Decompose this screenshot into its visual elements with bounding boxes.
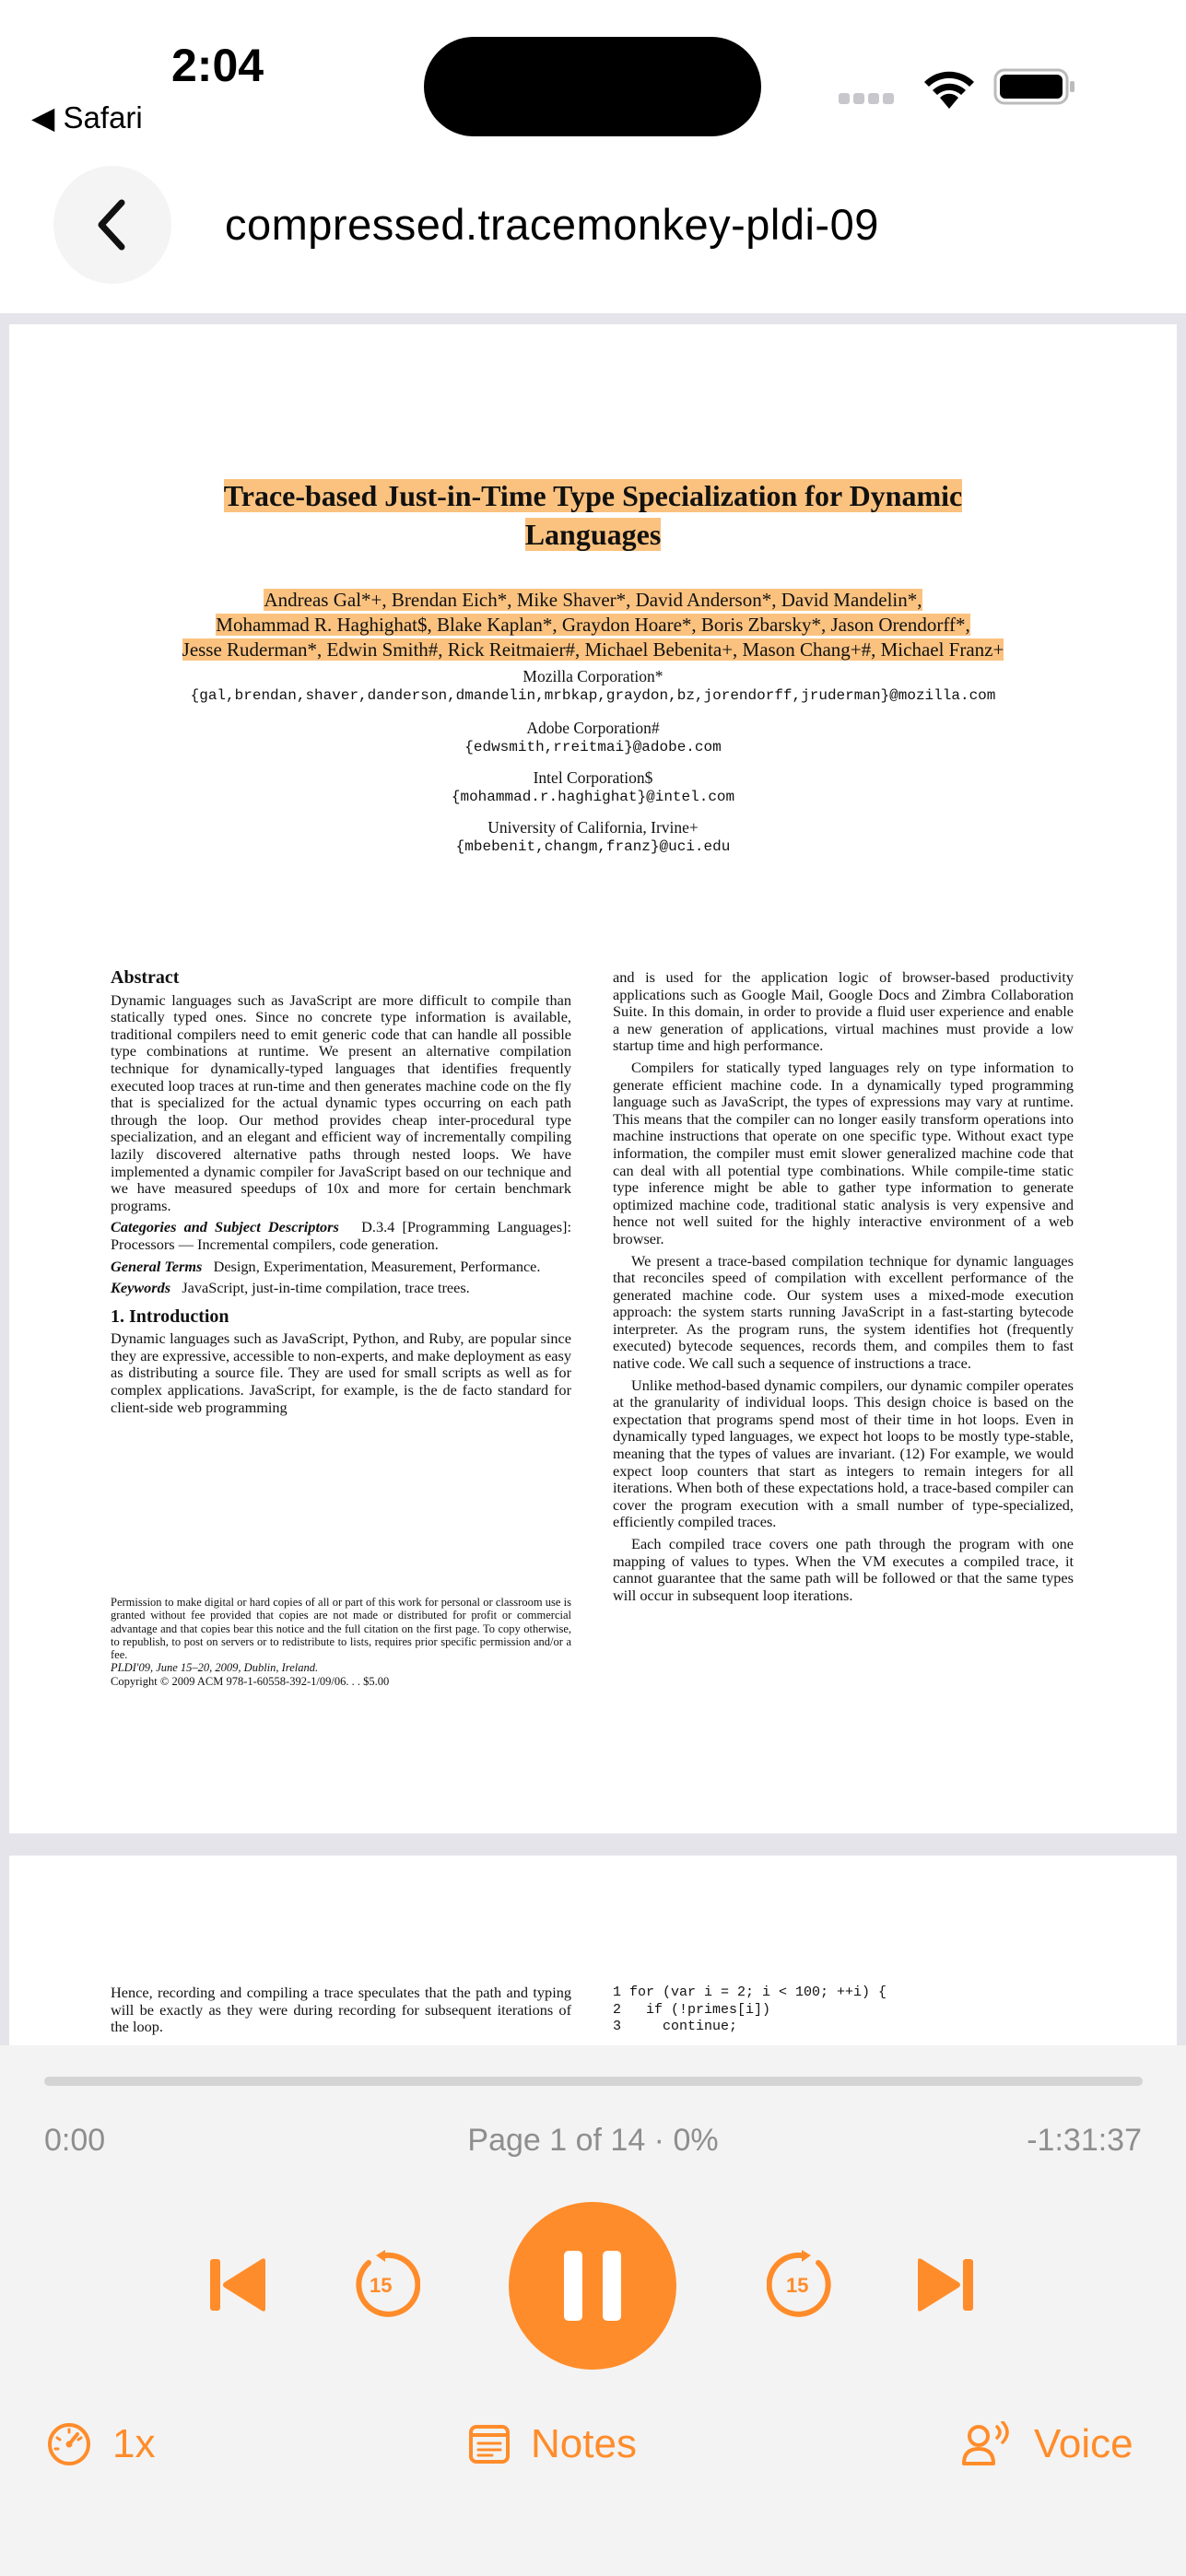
permission-notice (111, 1596, 571, 1688)
affiliation-adobe-email: {edwsmith,rreitmai}@adobe.com (464, 739, 722, 755)
status-time: 2:04 (171, 40, 264, 91)
affiliation-uci-name: University of California, Irvine+ (487, 818, 699, 837)
paper-title (9, 476, 1177, 554)
affiliation-mozilla-name: Mozilla Corporation* (523, 667, 663, 685)
paper-authors (9, 588, 1177, 662)
next-button[interactable] (914, 2255, 975, 2314)
back-to-safari-link[interactable]: ◀ Safari (31, 100, 143, 135)
keywords-label: Keywords (111, 1279, 171, 1297)
affiliation-adobe-name: Adobe Corporation# (526, 719, 660, 737)
previous-button[interactable] (208, 2255, 269, 2314)
notes-label: Notes (531, 2421, 637, 2466)
code-line-2: 2 if (!primes[i]) (613, 2001, 771, 2018)
page2-left-text: Hence, recording and compiling a trace speculates that the path and typing will be exactly as they were during recording for subsequent iterations of the loop. (111, 1984, 571, 2036)
general-terms-label: General Terms (111, 1257, 203, 1275)
introduction-text: Dynamic languages such as JavaScript, Python, and Ruby, are popular since they are expressive, accessible to non-experts, and make deployment as easy as distributing a source file. They are used for small scripts as well as for complex applications. JavaScript, for example, is the de facto standard for client-side web programming (111, 1329, 571, 1416)
cellular-signal-icon (839, 92, 903, 107)
remaining-time: -1:31:37 (1027, 2123, 1142, 2158)
code-line-3: 3 continue; (613, 2019, 738, 2035)
previous-track-icon (208, 2255, 269, 2314)
affiliation-intel-name: Intel Corporation$ (533, 768, 653, 787)
right-paragraph-2: Compilers for statically typed languages rely on type information to generate efficient machine code. In a dynamically typed programming language such as JavaScript, the types of expressions may vary at runtime. This means that the compiler can no longer easily transform operations into machine instructions that operate on one specific type. Without exact type information, the compiler must emit slower generalized machine code that can deal with all potential type combinations. While compile-time static type inference might be able to gather type information to generate optimized machine code, traditional static analysis is very expensive and hence not well suited for the highly interactive environment of a web browser. (613, 1058, 1074, 1247)
battery-icon (993, 68, 1076, 105)
affiliation-intel-email: {mohammad.r.haghighat}@intel.com (451, 789, 735, 805)
voice-button[interactable] (962, 2421, 1133, 2467)
status-bar (0, 0, 1186, 157)
page-status: Page 1 of 14 · 0% (467, 2123, 719, 2158)
progress-bar[interactable] (44, 2077, 1143, 2086)
keywords-text: JavaScript, just-in-time compilation, trace trees. (182, 1279, 470, 1297)
authors-line-2: Mohammad R. Haghighat$, Blake Kaplan*, Graydon Hoare*, Boris Zbarsky*, Jason Orendorff*, (216, 614, 970, 636)
introduction-heading: 1. Introduction (111, 1306, 229, 1327)
categories (111, 1219, 571, 1253)
speedometer-icon (46, 2421, 92, 2467)
right-column (613, 969, 1074, 1609)
voice-label: Voice (1034, 2421, 1133, 2466)
speed-button[interactable] (46, 2421, 155, 2467)
copyright-line: Copyright © 2009 ACM 978-1-60558-392-1/09/06. . . $5.00 (111, 1674, 390, 1688)
skip-forward-button[interactable] (767, 2250, 837, 2320)
notes-icon (468, 2424, 511, 2465)
affiliation-uci (9, 818, 1177, 857)
permission-text: Permission to make digital or hard copies of all or part of this work for personal or classroom use is granted without fee provided that copies are not made or distributed for profit or commercial advantage and that copies bear this notice and the full citation on the first page. To copy otherwise, to republish, to post on servers or to redistribute to lists, requires prior specific permission and/or a fee. (111, 1596, 571, 1662)
skip-back-seconds: 15 (370, 2274, 393, 2297)
paper-title-line-1: Trace-based Just-in-Time Type Specialization for Dynamic (223, 479, 963, 512)
audio-player (0, 2045, 1186, 2576)
conference-line: PLDI'09, June 15–20, 2009, Dublin, Ireland. (111, 1661, 319, 1675)
authors-line-1: Andreas Gal*+, Brendan Eich*, Mike Shaver*, David Anderson*, David Mandelin*, (264, 589, 922, 611)
speed-label: 1x (112, 2421, 156, 2466)
affiliation-adobe (9, 719, 1177, 757)
affiliation-intel (9, 768, 1177, 807)
chevron-left-icon (94, 197, 131, 252)
abstract-heading: Abstract (111, 967, 180, 988)
skip-back-button[interactable] (350, 2250, 420, 2320)
dynamic-island (424, 37, 761, 136)
affiliation-uci-email: {mbebenit,changm,franz}@uci.edu (455, 838, 731, 855)
pause-icon (560, 2249, 625, 2323)
wifi-icon (922, 66, 977, 111)
back-button[interactable] (53, 166, 171, 284)
document-title: compressed.tracemonkey-pldi-09 (225, 200, 879, 249)
general-terms-text: Design, Experimentation, Measurement, Performance. (213, 1257, 541, 1275)
right-paragraph-4: Unlike method-based dynamic compilers, our dynamic compiler operates at the granularity of individual loops. This design choice is based on the expectation that programs spend most of their time in hot loops. Even in dynamically typed languages, we expect hot loops to be mostly type-stable, meaning that the types of values are invariant. (12) For example, we would expect loop counters that start as integers to remain integers for all iterations. When both of these expectations hold, a trace-based compiler can cover the program execution with a small number of type-specialized, efficiently compiled traces. (613, 1376, 1074, 1531)
elapsed-time: 0:00 (44, 2123, 106, 2158)
pdf-page-1 (9, 324, 1177, 1833)
next-track-icon (914, 2255, 975, 2314)
document-header (0, 157, 1186, 313)
authors-line-3: Jesse Ruderman*, Edwin Smith#, Rick Reitmaier#, Michael Bebenita+, Mason Chang+#, Michael Franz+ (182, 638, 1004, 661)
right-paragraph-3: We present a trace-based compilation technique for dynamic languages that reconciles speed of compilation with excellent performance of the generated machine code. Our system uses a mixed-mode execution approach: the system starts running JavaScript in a fast-starting bytecode interpreter. As the program runs, the system identifies hot (frequently executed) bytecode sequences, records them, and compiles them to fast native code. We call such a sequence of instructions a trace. (613, 1251, 1074, 1373)
right-paragraph-1: and is used for the application logic of browser-based productivity applications such as Google Mail, Google Docs and Zimbra Collaboration Suite. In this domain, in order to provide a fluid user experience and enable a new generation of applications, virtual machines must provide a low startup time and high performance. (613, 968, 1074, 1055)
code-line-1: 1 for (var i = 2; i < 100; ++i) { (613, 1985, 887, 2000)
skip-forward-seconds: 15 (786, 2274, 809, 2297)
abstract-text: Dynamic languages such as JavaScript are more difficult to compile than statically typed ones. Since no concrete type information is available, traditional compilers need to emit generic code that can handle all possible type combinations at runtime. We present an alternative compilation technique for dynamically-typed languages that identifies frequently executed loop traces at run-time and then generates machine code on the fly that is specialized for the actual dynamic types occurring on each path through the loop. Our method provides cheap inter-procedural type specialization, and an elegant and efficient way of incrementally compiling lazily discovered alternative paths through nested loops. We have implemented a dynamic compiler for JavaScript based on our technique and we have measured speedups of 10x and more for certain benchmark programs. (111, 990, 571, 1214)
right-paragraph-5: Each compiled trace covers one path through the program with one mapping of values to types. When the VM executes a compiled trace, it cannot guarantee that the same path will be followed or that the same types will occur in subsequent loop iterations. (613, 1535, 1074, 1604)
page2-code (613, 1985, 1074, 2036)
document-viewport[interactable] (0, 313, 1186, 2045)
affiliation-mozilla-email: {gal,brendan,shaver,danderson,dmandelin,mrbkap,graydon,bz,jorendorff,jruderman}@mozilla.com (190, 687, 996, 704)
voice-person-icon (962, 2421, 1014, 2467)
pdf-page-2 (9, 1856, 1177, 2045)
notes-button[interactable] (468, 2421, 637, 2467)
paper-title-line-2: Languages (524, 518, 662, 551)
keywords (111, 1280, 571, 1297)
pause-button[interactable] (509, 2202, 676, 2370)
left-column (111, 969, 571, 1421)
general-terms (111, 1259, 571, 1276)
affiliation-mozilla (9, 667, 1177, 706)
categories-text: D.3.4 [Programming Languages]: Processors — Incremental compilers, code generation. (111, 1218, 571, 1253)
categories-label: Categories and Subject Descriptors (111, 1218, 339, 1236)
